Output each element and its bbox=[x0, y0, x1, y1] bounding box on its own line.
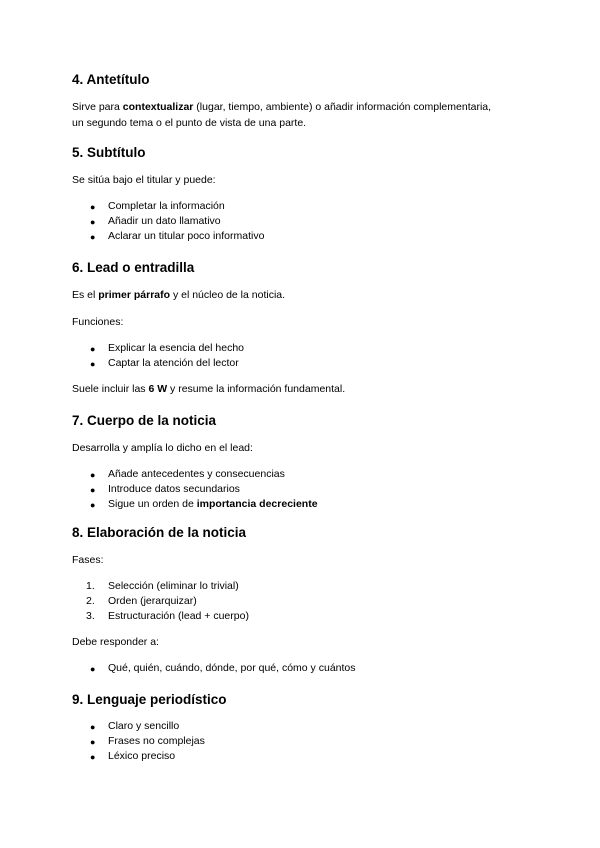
list-item-text: Selección (eliminar lo trivial) bbox=[108, 580, 239, 592]
list-item-text: Léxico preciso bbox=[108, 750, 176, 762]
list-item-text: Frases no complejas bbox=[108, 735, 205, 747]
bullet: ● bbox=[90, 470, 96, 480]
bullet: ● bbox=[90, 752, 96, 762]
bullet: ● bbox=[90, 722, 96, 732]
heading-cuerpo: 7. Cuerpo de la noticia bbox=[72, 413, 217, 428]
heading-lenguaje: 9. Lenguaje periodístico bbox=[72, 692, 227, 707]
bullet: ● bbox=[90, 202, 96, 212]
bullet: ● bbox=[90, 232, 96, 242]
paragraph-cuerpo-intro: Desarrolla y amplía lo dicho en el lead: bbox=[72, 442, 253, 454]
text: Es el bbox=[72, 289, 99, 301]
list-item-text bbox=[108, 498, 318, 511]
text: y resume la información fundamental. bbox=[167, 383, 346, 395]
heading-antetitulo: 4. Antetítulo bbox=[72, 72, 150, 87]
bold-text: 6 W bbox=[148, 383, 168, 395]
bullet: ● bbox=[90, 500, 96, 510]
list-item-text: Añadir un dato llamativo bbox=[108, 215, 221, 227]
text: y el núcleo de la noticia. bbox=[170, 289, 286, 301]
list-item-text: Explicar la esencia del hecho bbox=[108, 342, 244, 354]
text: Sirve para bbox=[72, 101, 123, 113]
bullet: ● bbox=[90, 664, 96, 674]
paragraph-debe-responder: Debe responder a: bbox=[72, 636, 159, 648]
list-number: 3. bbox=[86, 610, 95, 622]
paragraph-antetitulo-line2: un segundo tema o el punto de vista de una parte. bbox=[72, 117, 307, 129]
list-item-text: Captar la atención del lector bbox=[108, 357, 239, 369]
bullet: ● bbox=[90, 344, 96, 354]
list-item-text: Orden (jerarquizar) bbox=[108, 595, 197, 607]
bold-text: primer párrafo bbox=[98, 289, 171, 301]
bullet: ● bbox=[90, 737, 96, 747]
list-item-text: Aclarar un titular poco informativo bbox=[108, 230, 265, 242]
list-item-text: Introduce datos secundarios bbox=[108, 483, 240, 495]
bullet: ● bbox=[90, 359, 96, 369]
text: Suele incluir las bbox=[72, 383, 149, 395]
list-number: 2. bbox=[86, 595, 95, 607]
list-item-text: Estructuración (lead + cuerpo) bbox=[108, 610, 249, 622]
paragraph-fases: Fases: bbox=[72, 554, 104, 566]
list-number: 1. bbox=[86, 580, 95, 592]
bullet: ● bbox=[90, 217, 96, 227]
heading-elaboracion: 8. Elaboración de la noticia bbox=[72, 525, 247, 540]
list-item-text: Claro y sencillo bbox=[108, 720, 180, 732]
list-item-text: Completar la información bbox=[108, 200, 225, 212]
bullet: ● bbox=[90, 485, 96, 495]
text: (lugar, tiempo, ambiente) o añadir información complementaria, bbox=[193, 101, 492, 113]
bold-text: importancia decreciente bbox=[196, 498, 318, 510]
list-item-text: Qué, quién, cuándo, dónde, por qué, cómo y cuántos bbox=[108, 662, 356, 674]
list-item-text: Añade antecedentes y consecuencias bbox=[108, 468, 285, 480]
text: Sigue un orden de bbox=[108, 498, 197, 510]
heading-lead: 6. Lead o entradilla bbox=[72, 260, 195, 275]
paragraph-antetitulo-line1 bbox=[72, 101, 491, 114]
paragraph-subtitulo-intro: Se sitúa bajo el titular y puede: bbox=[72, 174, 216, 186]
paragraph-lead-6w bbox=[72, 383, 345, 396]
paragraph-lead-definition bbox=[72, 289, 285, 302]
paragraph-funciones: Funciones: bbox=[72, 316, 124, 328]
bold-text: contextualizar bbox=[122, 101, 194, 113]
heading-subtitulo: 5. Subtítulo bbox=[72, 145, 146, 160]
